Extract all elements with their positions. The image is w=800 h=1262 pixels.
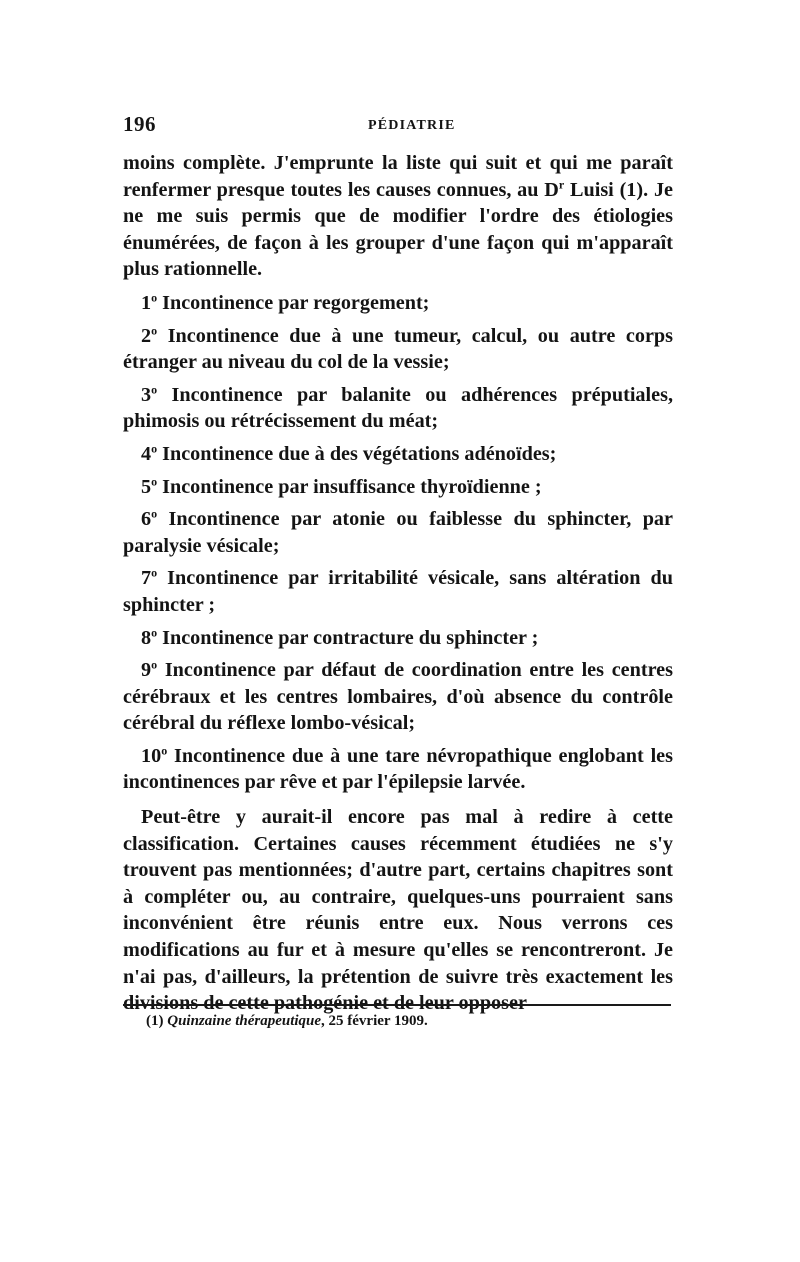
ordinal-mark: o: [151, 441, 158, 456]
cause-text: Incontinence par insuffisance thyroïdienne ;: [162, 475, 542, 498]
cause-text: Incontinence par contracture du sphincter ;: [162, 626, 539, 649]
running-head: PÉDIATRIE: [368, 118, 456, 133]
cause-number: 9: [141, 659, 152, 682]
cause-item: [123, 323, 673, 376]
intro-paragraph: [123, 150, 673, 283]
cause-text: Incontinence par balanite ou adhérences préputiales, phimosis ou rétrécissement du méat;: [123, 383, 673, 433]
intro-text-end: Luisi (1). Je ne me suis permis que de modifier l'ordre des étiologies énumérées, de façon à les grouper d'une façon qui m'apparaît plus rationnelle.: [123, 178, 674, 281]
cause-number: 6: [141, 508, 152, 531]
closing-paragraph: Peut-être y aurait-il encore pas mal à redire à cette classification. Certaines causes récemment étudiées ne s'y trouvent pas mentionnées; d'autre part, certains chapitres sont à compléter ou, au contraire, quelques-uns pourraient sans inconvénient être réunis entre eux. Nous verrons ces modifications au fur et à mesure qu'elles se rencontreront. Je n'ai pas, d'ailleurs, la prétention de suivre très exactement les divisions de cette pathogénie et de leur opposer: [123, 806, 673, 1015]
cause-number: 10: [141, 744, 162, 767]
cause-text: Incontinence par défaut de coordination entre les centres cérébraux et les centres lombaires, d'où absence du contrôle cérébral du réflexe lombo-vésical;: [123, 659, 673, 735]
cause-text: Incontinence par regorgement;: [162, 291, 430, 314]
cause-number: 3: [141, 383, 152, 406]
cause-text: Incontinence due à des végétations adénoïdes;: [162, 442, 557, 465]
body-text: [123, 150, 673, 1017]
ordinal-mark: o: [151, 624, 158, 639]
ordinal-mark: o: [161, 743, 168, 758]
ordinal-mark: o: [151, 382, 158, 397]
ordinal-mark: o: [151, 473, 158, 488]
cause-number: 8: [141, 626, 152, 649]
cause-item: [123, 743, 673, 796]
cause-number: 4: [141, 442, 152, 465]
cause-item: [123, 506, 673, 559]
page-number: 196: [123, 112, 156, 136]
footnote: [146, 1013, 428, 1030]
page-header: [123, 112, 673, 142]
footnote-marker: (1): [146, 1013, 164, 1029]
ordinal-mark: o: [151, 657, 158, 672]
footnote-divider: [123, 1004, 671, 1006]
cause-item: [123, 382, 673, 435]
cause-item: [123, 441, 673, 468]
cause-text: Incontinence due à une tumeur, calcul, ou autre corps étranger au niveau du col de la vessie;: [123, 324, 673, 374]
ordinal-mark: o: [151, 506, 158, 521]
cause-number: 2: [141, 324, 152, 347]
doctor-abbrev-sup: r: [558, 176, 565, 191]
ordinal-mark: o: [151, 322, 158, 337]
footnote-journal: Quinzaine thérapeutique: [167, 1013, 322, 1029]
cause-text: Incontinence par atonie ou faiblesse du sphincter, par paralysie vésicale;: [123, 508, 673, 557]
footnote-date: , 25 février 1909.: [321, 1013, 428, 1029]
cause-number: 5: [141, 475, 152, 498]
cause-text: Incontinence par irritabilité vésicale, sans altération du sphincter ;: [123, 567, 674, 616]
cause-item: [123, 657, 673, 737]
cause-number: 1: [141, 291, 152, 314]
cause-item: [123, 290, 673, 317]
cause-number: 7: [141, 567, 152, 590]
cause-item: [123, 565, 673, 618]
ordinal-mark: o: [151, 290, 158, 305]
intro-text-start: moins complète. J'emprunte la liste qui suit et qui me paraît renfermer presque toutes les causes connues, au D: [123, 152, 673, 201]
cause-item: [123, 625, 673, 652]
ordinal-mark: o: [151, 565, 158, 580]
cause-text: Incontinence due à une tare névropathique englobant les incontinences par rêve et par l'épilepsie larvée.: [123, 744, 674, 794]
cause-item: [123, 474, 673, 501]
